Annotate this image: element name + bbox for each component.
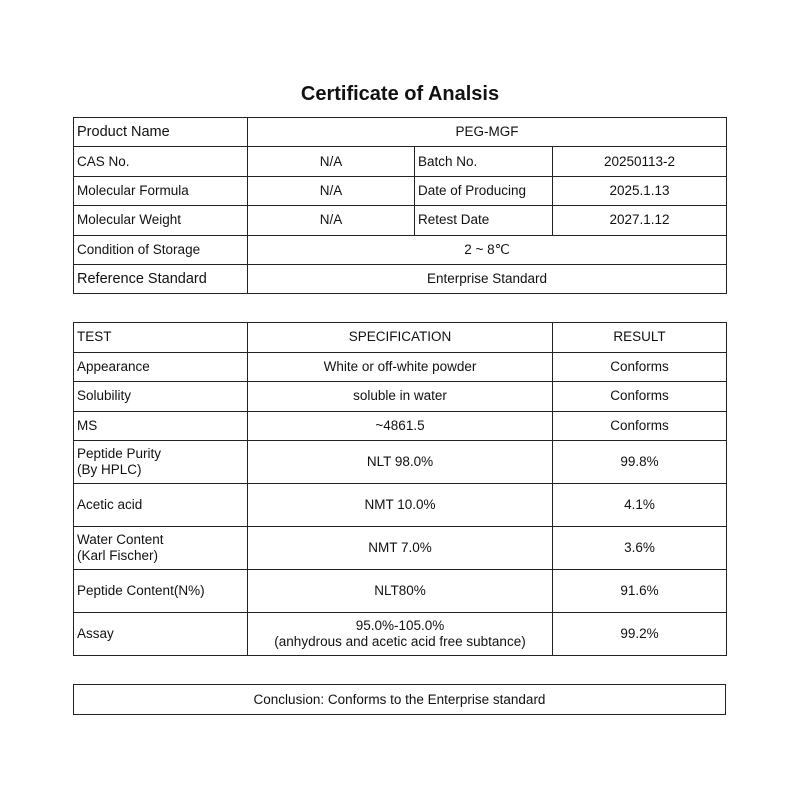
table-row (74, 570, 727, 613)
reference-standard-label: Reference Standard (74, 264, 248, 293)
test-results-table (73, 322, 727, 656)
test-name: MS (74, 411, 248, 441)
test-name: Acetic acid (74, 484, 248, 527)
result-column-header: RESULT (553, 323, 727, 353)
table-row (74, 382, 727, 412)
test-name: Assay (74, 613, 248, 656)
test-specification (248, 613, 553, 656)
reference-standard-row (74, 264, 727, 293)
test-name (74, 441, 248, 484)
spec-subline: (anhydrous and acetic acid free subtance) (274, 634, 526, 649)
conclusion-row (74, 685, 726, 715)
batch-no-value: 20250113-2 (553, 147, 727, 176)
table-row (74, 352, 727, 382)
specification-column-header: SPECIFICATION (248, 323, 553, 353)
formula-date-row (74, 176, 727, 205)
test-name-subline: (Karl Fischer) (77, 548, 159, 563)
table-row (74, 441, 727, 484)
conclusion-box (73, 684, 726, 715)
test-header-row (74, 323, 727, 353)
test-result: 99.2% (553, 613, 727, 656)
test-name-subline: (By HPLC) (77, 462, 142, 477)
table-row (74, 411, 727, 441)
test-result: 3.6% (553, 527, 727, 570)
test-specification: NLT80% (248, 570, 553, 613)
date-of-producing-value: 2025.1.13 (553, 176, 727, 205)
molecular-formula-label: Molecular Formula (74, 176, 248, 205)
test-specification: NLT 98.0% (248, 441, 553, 484)
cas-no-label: CAS No. (74, 147, 248, 176)
test-name (74, 527, 248, 570)
document-title: Certificate of Analsis (300, 83, 500, 105)
test-name-line: Peptide Purity (77, 446, 162, 461)
weight-retest-row (74, 206, 727, 235)
test-result: 99.8% (553, 441, 727, 484)
date-of-producing-label: Date of Producing (415, 176, 553, 205)
table-row (74, 613, 727, 656)
table-row (74, 484, 727, 527)
test-specification: soluble in water (248, 382, 553, 412)
retest-date-label: Retest Date (415, 206, 553, 235)
test-name: Appearance (74, 352, 248, 382)
storage-value: 2 ~ 8℃ (248, 235, 727, 264)
cas-no-value: N/A (248, 147, 415, 176)
molecular-weight-value: N/A (248, 206, 415, 235)
batch-no-label: Batch No. (415, 147, 553, 176)
storage-row (74, 235, 727, 264)
conclusion-text: Conclusion: Conforms to the Enterprise standard (74, 685, 726, 715)
molecular-weight-label: Molecular Weight (74, 206, 248, 235)
test-result: Conforms (553, 411, 727, 441)
test-specification: NMT 10.0% (248, 484, 553, 527)
test-result: Conforms (553, 352, 727, 382)
test-name: Solubility (74, 382, 248, 412)
cas-batch-row (74, 147, 727, 176)
test-specification: NMT 7.0% (248, 527, 553, 570)
test-name: Peptide Content(N%) (74, 570, 248, 613)
test-result: 91.6% (553, 570, 727, 613)
reference-standard-value: Enterprise Standard (248, 264, 727, 293)
molecular-formula-value: N/A (248, 176, 415, 205)
retest-date-value: 2027.1.12 (553, 206, 727, 235)
test-result: 4.1% (553, 484, 727, 527)
test-column-header: TEST (74, 323, 248, 353)
product-name-row (74, 118, 727, 147)
spec-line: 95.0%-105.0% (355, 618, 445, 633)
storage-label: Condition of Storage (74, 235, 248, 264)
product-name-label: Product Name (74, 118, 248, 147)
test-name-line: Water Content (77, 532, 164, 547)
test-specification: ~4861.5 (248, 411, 553, 441)
product-info-table (73, 117, 727, 294)
table-row (74, 527, 727, 570)
test-result: Conforms (553, 382, 727, 412)
product-name-value: PEG-MGF (248, 118, 727, 147)
test-specification: White or off-white powder (248, 352, 553, 382)
